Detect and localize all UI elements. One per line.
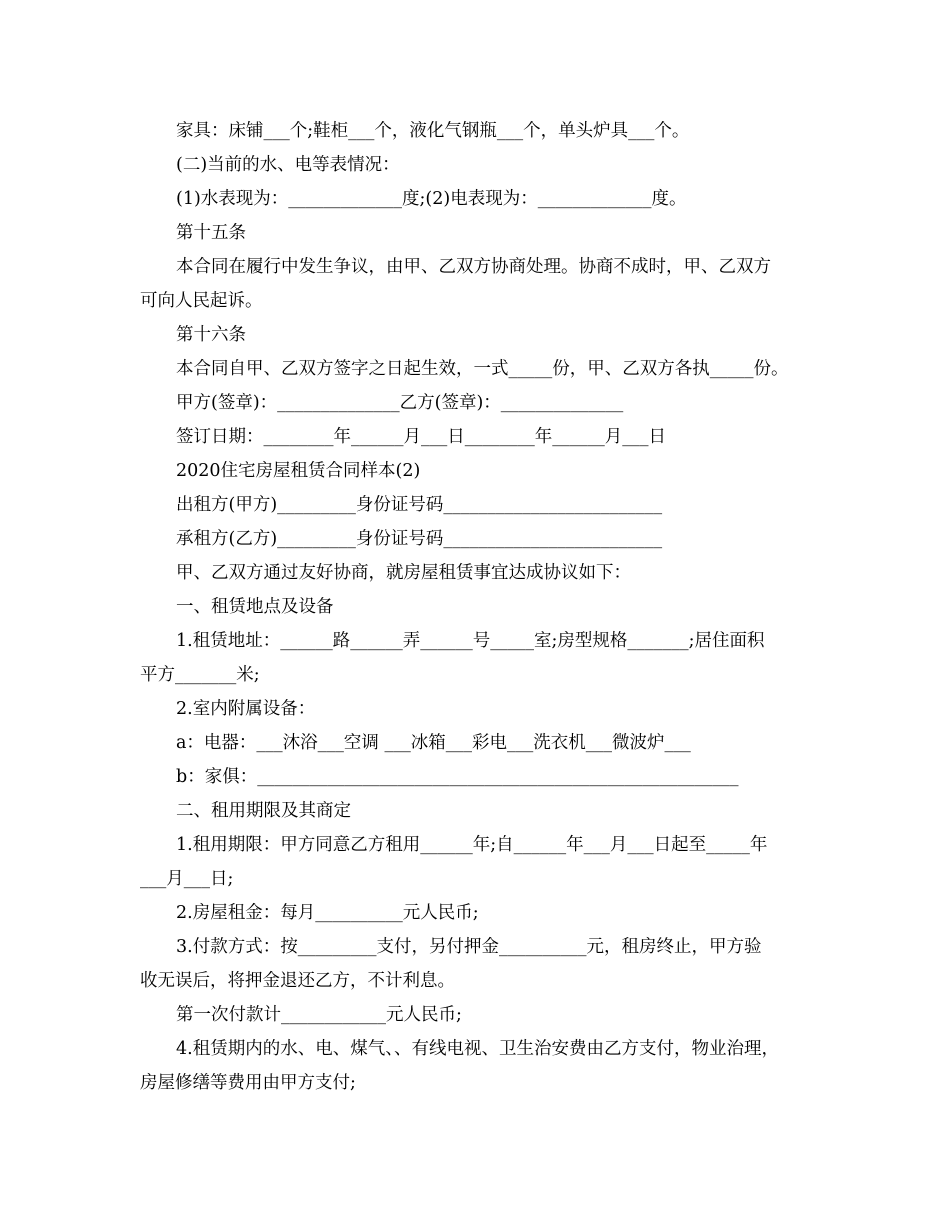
lease-term-line-1: 1.租用期限：甲方同意乙方租用______年;自______年___月___日起至_____年 <box>176 835 768 855</box>
appliances-line: a：电器：___沐浴___空调 ___冰箱___彩电___洗衣机___微波炉___ <box>176 733 691 753</box>
dispute-clause-line-2: 可向人民起诉。 <box>140 291 263 311</box>
section-title: 2020住宅房屋租赁合同样本(2) <box>176 461 421 481</box>
lessee-line: 承租方(乙方)_________身份证号码_________________________ <box>176 529 663 549</box>
part-1-heading: 一、租赁地点及设备 <box>176 597 334 617</box>
article-15-heading: 第十五条 <box>176 223 246 243</box>
lessor-line: 出租方(甲方)_________身份证号码_________________________ <box>176 495 663 515</box>
dispute-clause-line-1: 本合同在履行中发生争议，由甲、乙双方协商处理。协商不成时，甲、乙双方 <box>176 257 771 277</box>
payment-method-line-2: 收无误后，将押金退还乙方，不计利息。 <box>140 971 455 991</box>
lease-term-line-2: ___月___日; <box>140 869 234 889</box>
signing-date-line: 签订日期：________年______月___日________年______月___日 <box>176 427 666 447</box>
article-16-heading: 第十六条 <box>176 325 246 345</box>
meter-readings-line: (1)水表现为：_____________度;(2)电表现为：_____________度。 <box>176 189 687 209</box>
signature-line: 甲方(签章)：______________乙方(签章)：______________ <box>176 393 624 413</box>
furniture-items-line: b：家俱：_______________________________________________________ <box>176 767 739 787</box>
address-line-2: 平方_______米; <box>140 665 260 685</box>
utilities-line-2: 房屋修缮等费用由甲方支付; <box>140 1073 356 1093</box>
address-line-1: 1.租赁地址：______路______弄______号_____室;房型规格_______;居住面积 <box>176 631 765 651</box>
part-2-heading: 二、租用期限及其商定 <box>176 801 351 821</box>
first-payment-line: 第一次付款计____________元人民币; <box>176 1005 462 1025</box>
rent-line: 2.房屋租金：每月__________元人民币; <box>176 903 479 923</box>
furniture-line: 家具：床铺___个;鞋柜___个，液化气钢瓶___个，单头炉具___个。 <box>176 121 690 141</box>
agreement-intro-line: 甲、乙双方通过友好协商，就房屋租赁事宜达成协议如下： <box>176 563 631 583</box>
effective-clause-line: 本合同自甲、乙双方签字之日起生效，一式_____份，甲、乙双方各执_____份。 <box>176 359 789 379</box>
equipment-heading: 2.室内附属设备： <box>176 699 316 719</box>
payment-method-line-1: 3.付款方式：按_________支付，另付押金__________元，租房终止，甲方验 <box>176 937 762 957</box>
utilities-line-1: 4.租赁期内的水、电、煤气、、有线电视、卫生治安费由乙方支付，物业治理， <box>176 1039 779 1059</box>
meter-heading: (二)当前的水、电等表情况： <box>176 155 400 175</box>
